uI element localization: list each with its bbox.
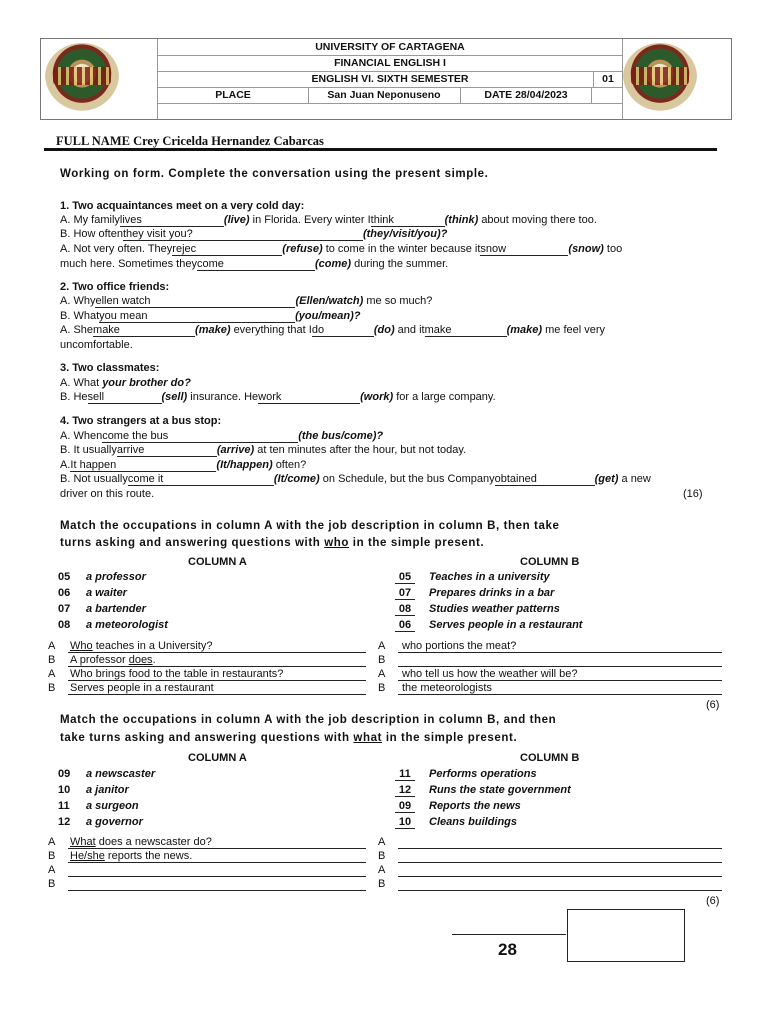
answer-obtained: obtained — [494, 473, 537, 485]
place-value: San Juan Neponuseno — [308, 87, 459, 103]
qa-label — [378, 640, 385, 652]
description-number: 11 — [395, 768, 415, 781]
occupation-item — [58, 816, 143, 828]
answer-text — [70, 640, 212, 652]
qa-label — [48, 850, 55, 862]
section2-instruction-line1: Match the occupations in column A with the job description in column B, then take — [60, 520, 560, 532]
job-description-item — [395, 619, 582, 632]
answer-arrive: arrive — [116, 444, 145, 456]
occupation-name: a meteorologist — [86, 619, 168, 631]
description-number: 07 — [395, 587, 415, 600]
course-name: FINANCIAL ENGLISH I — [158, 55, 622, 72]
occupation-name: a bartender — [86, 603, 146, 615]
qa-label — [378, 878, 385, 890]
answer-come: come — [196, 258, 224, 270]
qa-letter: A — [378, 668, 386, 680]
description-number: 10 — [395, 816, 415, 829]
job-description: Reports the news — [429, 800, 521, 812]
job-description-item — [395, 603, 560, 616]
qa-label — [48, 668, 55, 680]
job-description: Performs operations — [429, 768, 537, 780]
answer-line — [398, 849, 722, 863]
description-number: 05 — [395, 571, 415, 584]
student-full-name: FULL NAME Crey Cricelda Hernandez Cabarcas — [56, 134, 324, 148]
dialog4-line2: B. It usuallyarrive (arrive) at ten minutes after the hour, but not today. — [60, 444, 467, 456]
occupation-number: 07 — [58, 603, 71, 615]
qa-letter: B — [378, 682, 386, 694]
qa-letter: A — [48, 836, 56, 848]
answer-line — [398, 877, 722, 891]
section3-score: (6) — [706, 895, 720, 907]
section2-instruction-line2: turns asking and answering questions with who in the simple present. — [60, 537, 485, 549]
answer-come-it: come it — [127, 473, 164, 485]
dialog4-line1: A. Whencome the bus (the bus/come)? — [60, 430, 384, 442]
section3-column-b-header: COLUMN B — [520, 752, 580, 764]
occupation-number: 08 — [58, 619, 71, 631]
occupation-name: a janitor — [86, 784, 129, 796]
dialog1-title: 1. Two acquaintances meet on a very cold day: — [60, 200, 305, 212]
answer-body: does a newscaster do? — [98, 836, 212, 848]
job-description: Cleans buildings — [429, 816, 518, 828]
occupation-number: 05 — [58, 571, 71, 583]
header-center — [157, 39, 623, 119]
job-description-item — [395, 800, 521, 813]
answer-body: reports the news. — [107, 850, 193, 862]
answer-prefix: A professor — [70, 654, 126, 666]
occupation-number: 09 — [58, 768, 71, 780]
occupation-name: a governor — [86, 816, 143, 828]
qa-letter: B — [378, 654, 386, 666]
answer-text — [70, 654, 156, 666]
answer-body: . — [152, 654, 156, 666]
answer-text — [70, 682, 214, 694]
dialog1-line2: B. How oftenthey visit you? (they/visit/you)? — [60, 228, 448, 240]
job-description: Prepares drinks in a bar — [429, 587, 555, 599]
answer-text — [402, 682, 492, 694]
occupation-name: a waiter — [86, 587, 127, 599]
job-description-item — [395, 784, 571, 797]
qa-label — [378, 850, 385, 862]
dialog2-line1: A. Whyellen watch (Ellen/watch) me so much? — [60, 295, 433, 307]
occupation-item — [58, 571, 146, 583]
qa-letter: A — [378, 864, 386, 876]
description-number: 08 — [395, 603, 415, 616]
section2-column-a-header: COLUMN A — [188, 556, 247, 568]
qa-label — [378, 668, 385, 680]
answer-you-mean: you mean — [99, 310, 148, 322]
answer-line — [398, 863, 722, 877]
qa-letter: A — [48, 864, 56, 876]
answer-line — [398, 835, 722, 849]
place-label: PLACE — [215, 89, 251, 101]
answer-body: teaches in a University? — [95, 640, 213, 652]
job-description: Teaches in a university — [429, 571, 550, 583]
answer-body: who portions the meat? — [402, 640, 517, 652]
answer-text — [402, 668, 577, 680]
answer-keyword: does — [128, 654, 153, 666]
answer-text — [70, 836, 212, 848]
dialog2-line4: uncomfortable. — [60, 339, 133, 351]
answer-make-1: make — [93, 324, 120, 336]
occupation-item — [58, 784, 129, 796]
answer-sell: sell — [87, 391, 105, 403]
qa-letter: B — [48, 850, 56, 862]
answer-text — [70, 668, 283, 680]
qa-letter: B — [378, 878, 386, 890]
dialog3-line2: B. Hesell (sell) insurance. Hework (work) for a large company. — [60, 391, 496, 403]
occupation-number: 06 — [58, 587, 71, 599]
date-value: DATE 28/04/2023 — [460, 87, 592, 103]
answer-do: do — [311, 324, 325, 336]
job-description: Runs the state government — [429, 784, 571, 796]
qa-label — [378, 836, 385, 848]
exam-number: 01 — [593, 71, 622, 87]
answer-line — [68, 863, 366, 877]
answer-line — [68, 877, 366, 891]
semester-label: ENGLISH VI. SIXTH SEMESTER — [311, 73, 469, 85]
occupation-item — [58, 768, 155, 780]
qa-label — [48, 878, 55, 890]
qa-label — [48, 654, 55, 666]
answer-keyword: Who — [70, 640, 93, 652]
occupation-item — [58, 800, 139, 812]
section3-column-a-header: COLUMN A — [188, 752, 247, 764]
dialog4-line4: B. Not usuallycome it (It/come) on Schedule, but the bus Companyobtained (get) a new — [60, 473, 651, 485]
section1-score: (16) — [683, 488, 703, 500]
university-name: UNIVERSITY OF CARTAGENA — [158, 39, 622, 56]
dialog3-title: 3. Two classmates: — [60, 362, 160, 374]
answer-text — [402, 640, 516, 652]
answer-keyword: What — [70, 836, 96, 848]
section2-column-b-header: COLUMN B — [520, 556, 580, 568]
qa-letter: A — [48, 668, 56, 680]
section1-instruction: Working on form. Complete the conversation using the present simple. — [60, 168, 489, 180]
occupation-number: 10 — [58, 784, 71, 796]
dialog1-line4: much here. Sometimes theycome (come) during the summer. — [60, 258, 449, 270]
qa-letter: A — [378, 836, 386, 848]
occupation-number: 12 — [58, 816, 71, 828]
answer-body: Who brings food to the table in restaurants? — [70, 668, 284, 680]
qa-label — [378, 654, 385, 666]
answer-ellen-watch: ellen watch — [95, 295, 151, 307]
qa-label — [378, 682, 385, 694]
name-divider — [44, 148, 717, 151]
answer-body: Serves people in a restaurant — [70, 682, 214, 694]
dialog3-line1: A. What your brother do? — [60, 377, 191, 389]
occupation-name: a professor — [86, 571, 146, 583]
answer-come-the-bus: come the bus — [102, 430, 169, 442]
section2-score: (6) — [706, 699, 720, 711]
answer-it-happen: It happen — [70, 459, 117, 471]
job-description-item — [395, 587, 554, 600]
section3-instruction-line2: take turns asking and answering questions with what in the simple present. — [60, 732, 518, 744]
grade-box — [567, 909, 685, 962]
qa-label — [48, 836, 55, 848]
university-seal-left — [45, 43, 119, 111]
qa-label — [378, 864, 385, 876]
place-row — [158, 87, 622, 104]
dialog1-line1: A. My familylives (live) in Florida. Every winter Ithink (think) about moving there too. — [60, 214, 597, 226]
qa-letter: B — [48, 654, 56, 666]
description-number: 06 — [395, 619, 415, 632]
answer-rejec: rejec — [172, 243, 197, 255]
answer-they-visit: they visit you? — [122, 228, 193, 240]
dialog2-line3: A. Shemake (make) everything that Ido (do) and itmake (make) me feel very — [60, 324, 606, 336]
qa-letter: A — [48, 640, 56, 652]
header-table — [40, 38, 732, 120]
dialog4-line3: A.It happen (It/happen) often? — [60, 459, 307, 471]
qa-label — [48, 640, 55, 652]
job-description: Studies weather patterns — [429, 603, 560, 615]
dialog1-line3: A. Not very often. Theyrejec (refuse) to come in the winter because itsnow (snow) too — [60, 243, 623, 255]
dialog4-line5: driver on this route. — [60, 488, 155, 500]
description-number: 09 — [395, 800, 415, 813]
job-description-item — [395, 768, 537, 781]
job-description-item — [395, 571, 550, 584]
job-description: Serves people in a restaurant — [429, 619, 583, 631]
qa-letter: B — [48, 878, 56, 890]
qa-letter: A — [378, 640, 386, 652]
university-seal-right — [623, 43, 697, 111]
qa-letter: B — [48, 682, 56, 694]
answer-text — [70, 850, 192, 862]
job-description-item — [395, 816, 517, 829]
answer-think: think — [370, 214, 394, 226]
semester-row — [158, 71, 622, 88]
dialog4-title: 4. Two strangers at a bus stop: — [60, 415, 222, 427]
answer-work: work — [258, 391, 282, 403]
qa-letter: B — [378, 850, 386, 862]
answer-body: who tell us how the weather will be? — [402, 668, 578, 680]
qa-label — [48, 864, 55, 876]
occupation-item — [58, 603, 146, 615]
section3-instruction-line1: Match the occupations in column A with the job description in column B, and then — [60, 714, 557, 726]
occupation-item — [58, 619, 168, 631]
answer-keyword: He/she — [70, 850, 105, 862]
answer-lives: lives — [119, 214, 142, 226]
qa-label — [48, 682, 55, 694]
occupation-name: a newscaster — [86, 768, 156, 780]
description-number: 12 — [395, 784, 415, 797]
dialog2-title: 2. Two office friends: — [60, 281, 170, 293]
occupation-number: 11 — [58, 800, 70, 812]
occupation-name: a surgeon — [86, 800, 139, 812]
occupation-item — [58, 587, 127, 599]
dialog2-line2: B. Whatyou mean (you/mean)? — [60, 310, 361, 322]
total-score-line — [452, 934, 566, 935]
answer-body: the meteorologists — [402, 682, 492, 694]
answer-make-2: make — [424, 324, 452, 336]
total-score: 28 — [498, 940, 517, 959]
answer-line — [398, 653, 722, 667]
answer-snow: snow — [480, 243, 507, 255]
